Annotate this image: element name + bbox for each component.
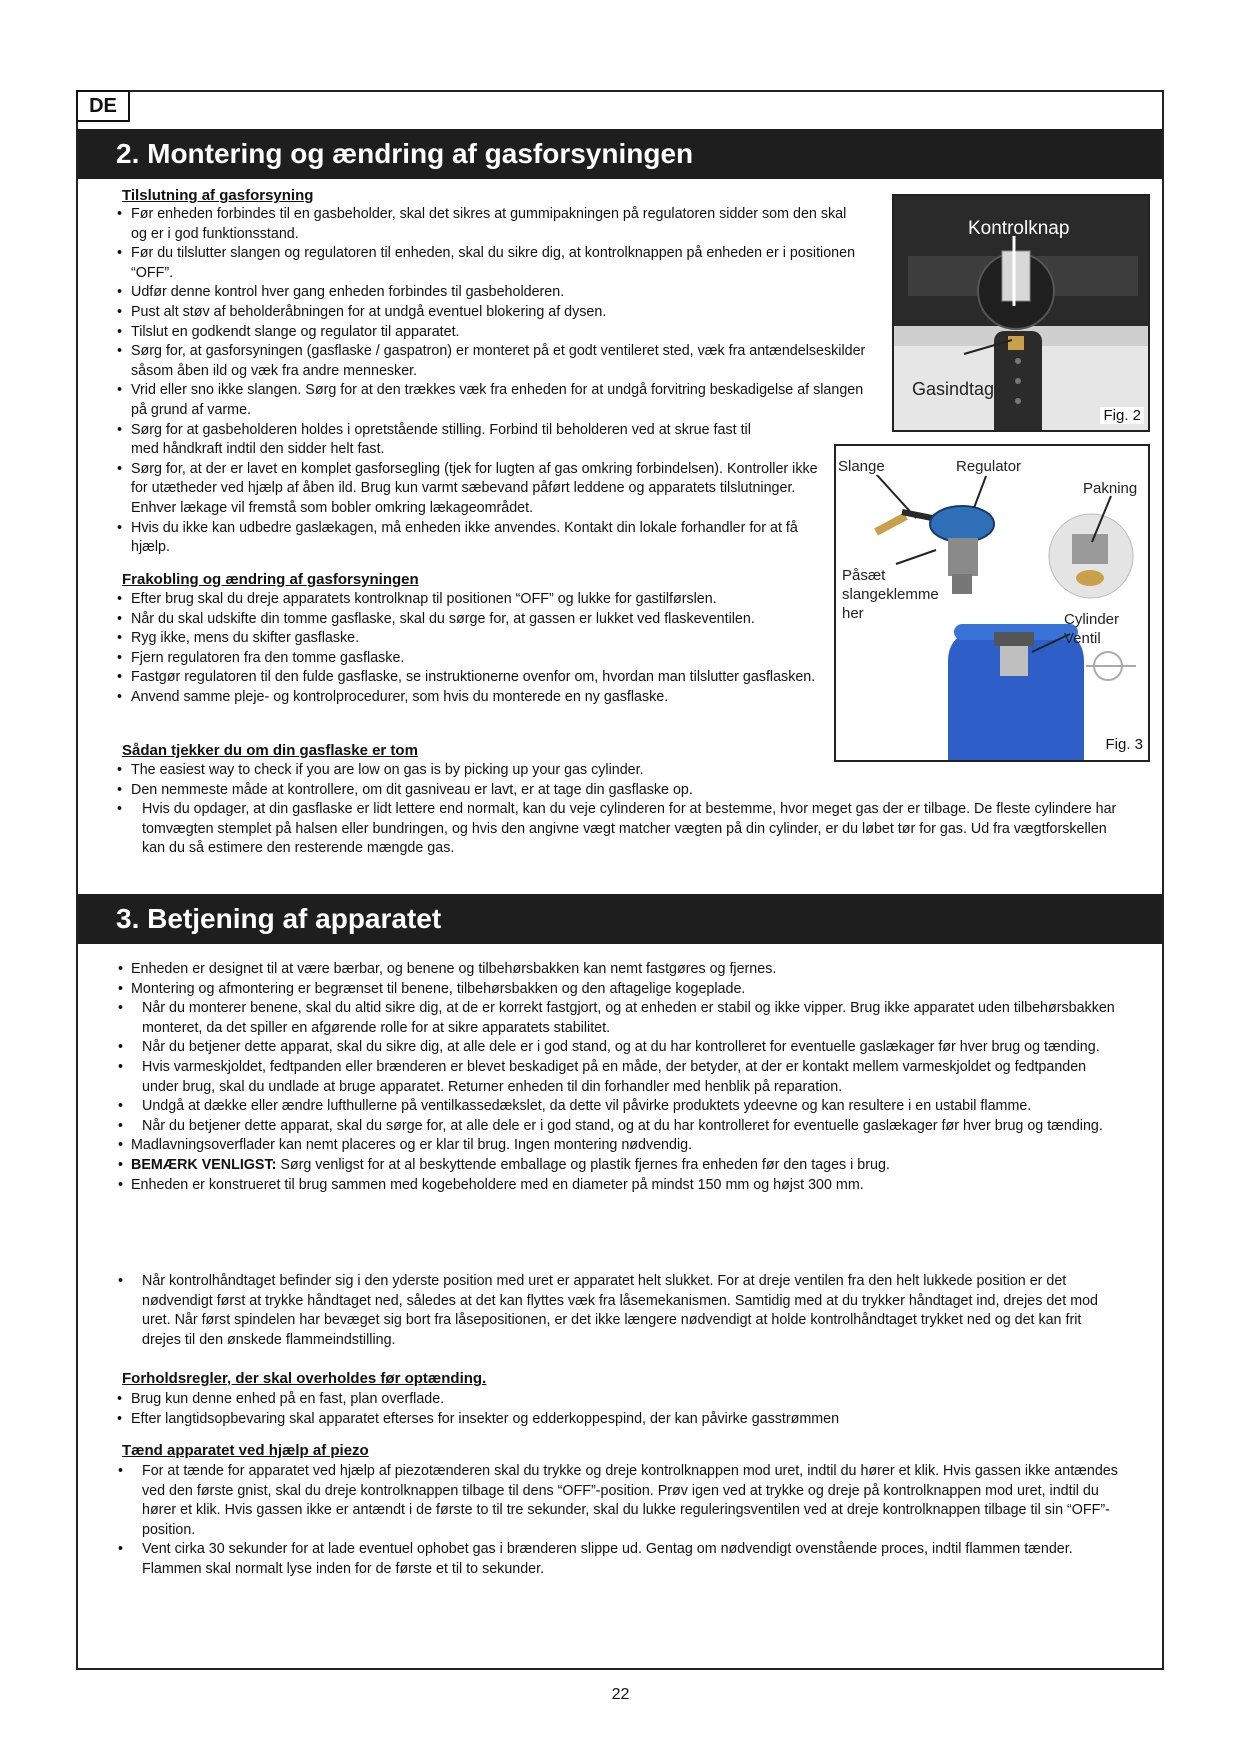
- list-item: • Montering og afmontering er begrænset til benene, tilbehørsbakken og den aftagelige kogeplade.: [114, 980, 1124, 1000]
- list-item: • Brug kun denne enhed på en fast, plan overflade.: [114, 1390, 1124, 1410]
- list-item: • Hvis du ikke kan udbedre gaslækagen, må enheden ikke anvendes. Kontakt din lokale forhandler for at få hjælp.: [114, 519, 831, 558]
- list-item-note: [114, 1156, 1124, 1176]
- list-item: • Når kontrolhåndtaget befinder sig i den yderste position med uret er apparatet helt slukket. For at dreje ventilen fra den helt lukkede position er det nødvendigt først at trykke håndtaget ned, således at det kan flyttes væk fra låsemekanismen. Samtidig med at du trykker håndtaget ind, drejes det mod uret. Når først spindelen har bevæget sig bort fra låsepositionen, er det ikke længere nødvendigt at holde kontrolhåndtaget trykket ned og det kan frit drejes til den ønskede flammeindstilling.: [114, 1272, 1124, 1350]
- list-item: • For at tænde for apparatet ved hjælp af piezotænderen skal du trykke og dreje kontrolknappen mod uret, indtil du hører et klik. Hvis gassen ikke antændes ved den første gnist, skal du dreje kontrolknappen tilbage til dens “OFF”-position. Prøv igen ved at trykke og dreje på kontrolknappen mod uret, indtil du hører et klik. Hvis gassen ikke er antændt i de første to til tre sekunder, skal du lukke reguleringsventilen ved at dreje kontrolknappen tilbage til sin “OFF”-position.: [114, 1462, 1124, 1540]
- list-item: • Når du betjener dette apparat, skal du sikre dig, at alle dele er i god stand, og at du har kontrolleret for eventuelle gaslækager før hver brug og tænding.: [114, 1038, 1124, 1058]
- list-item: • Ryg ikke, mens du skifter gasflaske.: [114, 629, 834, 649]
- operation-list: [114, 960, 1124, 1195]
- list-item: • Enheden er konstrueret til brug sammen med kogebeholdere med en diameter på mindst 150 mm og højst 300 mm.: [114, 1176, 1124, 1196]
- fig2-label-knob: Kontrolknap: [968, 218, 1070, 239]
- fig3-label-valve-line: Cylinder: [1064, 611, 1120, 628]
- fig3-label-hose: Slange: [838, 458, 885, 475]
- list-item: • Pust alt støv af beholderåbningen for at undgå eventuel blokering af dysen.: [114, 303, 866, 323]
- list-item: • Sørg for, at gasforsyningen (gasflaske / gaspatron) er monteret på et godt ventileret sted, væk fra antændelseskilder såsom åben ild og væk fra andre mennesker.: [114, 342, 866, 381]
- list-item: • Når du monterer benene, skal du altid sikre dig, at de er korrekt fastgjort, og at enheden er stabil og ikke vipper. Brug ikke apparatet uden tilbehørsbakken monteret, da det spiller en afgørende rolle for at sikre apparatets stabilitet.: [114, 999, 1124, 1038]
- section-2-title: 2. Montering og ændring af gasforsyningen: [78, 129, 1162, 179]
- fig3-label-clamp-line: Påsæt: [842, 567, 886, 584]
- list-item: • Før enheden forbindes til en gasbeholder, skal det sikres at gummipakningen på regulatoren sidder som den skal og er i god funktionsstand.: [114, 205, 866, 244]
- figure-3: [834, 444, 1150, 762]
- list-item: • Hvis du opdager, at din gasflaske er lidt lettere end normalt, kan du veje cylinderen for at bestemme, hvor meget gas der er tilbage. De fleste cylindere har tomvægten stemplet på halsen eller bundringen, og hvis den angivne vægt matcher vægten på din cylinder, er du løbet tør for gas. Ud fra vægtforskellen kan du så estimere den resterende mængde gas.: [114, 800, 1124, 859]
- list-item: • Fastgør regulatoren til den fulde gasflaske, se instruktionerne ovenfor om, hvordan man tilslutter gasflasken.: [114, 668, 834, 688]
- connect-list: [114, 205, 866, 558]
- fig2-caption: Fig. 2: [1100, 407, 1144, 424]
- list-item: • Vrid eller sno ikke slangen. Sørg for at den trækkes væk fra enheden for at undgå forvitring beskadigelse af slangen på grund af varme.: [114, 381, 866, 420]
- list-item: • Madlavningsoverflader kan nemt placeres og er klar til brug. Ingen montering nødvendig.: [114, 1136, 1124, 1156]
- check-list: [114, 761, 1124, 859]
- page-number: 22: [611, 1686, 630, 1703]
- list-item: • Den nemmeste måde at kontrollere, om dit gasniveau er lavt, er at tage din gasflaske op.: [114, 781, 831, 801]
- list-item: • Sørg for at gasbeholderen holdes i opretstående stilling. Forbind til beholderen ved at skrue fast til med håndkraft indtil den sidder helt fast.: [114, 421, 781, 460]
- list-item: • Tilslut en godkendt slange og regulator til apparatet.: [114, 323, 866, 343]
- list-item: • Fjern regulatoren fra den tomme gasflaske.: [114, 649, 834, 669]
- fig3-label-clamp-line: slangeklemme: [842, 586, 939, 603]
- fig2-label-inlet: Gasindtag: [912, 379, 995, 399]
- section-3-title: 3. Betjening af apparatet: [78, 894, 1162, 944]
- note-text: Sørg venligst for at al beskyttende emballage og plastik fjernes fra enheden før den tages i brug.: [276, 1156, 890, 1173]
- list-item: • Udfør denne kontrol hver gang enheden forbindes til gasbeholderen.: [114, 283, 866, 303]
- list-item: • The easiest way to check if you are low on gas is by picking up your gas cylinder.: [114, 761, 831, 781]
- list-item: • Sørg for, at der er lavet en komplet gasforsegling (tjek for lugten af gas omkring forbindelsen). Kontroller ikke for utætheder ved hjælp af åben ild. Brug kun varmt sæbevand påført leddene og apparatets tilslutninger. Enhver lækage vil fremstå som bobler omkring lækageområdet.: [114, 460, 831, 519]
- list-item: • Efter brug skal du dreje apparatets kontrolknap til positionen “OFF” og lukke for gastilførslen.: [114, 590, 834, 610]
- list-item: • Anvend samme pleje- og kontrolprocedurer, som hvis du monterede en ny gasflaske.: [114, 688, 834, 708]
- figure-2: [892, 194, 1150, 432]
- fig3-label-clamp-line: her: [842, 605, 864, 622]
- piezo-heading: Tænd apparatet ved hjælp af piezo: [122, 1442, 369, 1459]
- disconnect-list: [114, 590, 834, 708]
- precautions-list: [114, 1390, 1124, 1429]
- piezo-list: [114, 1462, 1124, 1580]
- fig3-label-valve-line: Ventil: [1064, 630, 1101, 647]
- list-item: • Enheden er designet til at være bærbar, og benene og tilbehørsbakken kan nemt fastgøres og fjernes.: [114, 960, 1124, 980]
- fig3-caption: Fig. 3: [1102, 736, 1146, 753]
- list-item: • Undgå at dække eller ændre lufthullerne på ventilkassedækslet, da dette vil påvirke produktets ydeevne og kan resultere i en ustabil flamme.: [114, 1097, 1124, 1117]
- fig3-label-gasket: Pakning: [1083, 480, 1138, 497]
- list-item: • Når du skal udskifte din tomme gasflaske, skal du sørge for, at gassen er lukket ved flaskeventilen.: [114, 610, 834, 630]
- list-item: • Før du tilslutter slangen og regulatoren til enheden, skal du sikre dig, at kontrolknappen på enheden er i positionen “OFF”.: [114, 244, 866, 283]
- disconnect-heading: Frakobling og ændring af gasforsyningen: [122, 571, 419, 588]
- list-item: • Når du betjener dette apparat, skal du sørge for, at alle dele er i god stand, og at du har kontrolleret for eventuelle gaslækager før hver brug og tænding.: [114, 1117, 1124, 1137]
- list-item: • Hvis varmeskjoldet, fedtpanden eller brænderen er blevet beskadiget på en måde, der betyder, at der er kontakt mellem varmeskjoldet og fedtpanden under brug, skal du undlade at bruge apparatet. Returner enheden til din forhandler med henblik på reparation.: [114, 1058, 1124, 1097]
- list-item: • Efter langtidsopbevaring skal apparatet efterses for insekter og edderkoppespind, der kan påvirke gasstrømmen: [114, 1410, 1124, 1430]
- fig3-label-clamp: [842, 566, 939, 623]
- connect-heading: Tilslutning af gasforsyning: [122, 187, 314, 204]
- fig3-label-valve: [1064, 610, 1119, 648]
- language-tag: DE: [76, 90, 130, 122]
- precautions-heading: Forholdsregler, der skal overholdes før optænding.: [122, 1370, 487, 1387]
- list-item: • Vent cirka 30 sekunder for at lade eventuel ophobet gas i brænderen slippe ud. Gentag om nødvendigt ovenstående proces, indtil flammen tænder. Flammen skal normalt lyse inden for de første et til to sekunder.: [114, 1540, 1124, 1579]
- check-heading: Sådan tjekker du om din gasflaske er tom: [122, 742, 418, 759]
- note-label: BEMÆRK VENLIGST:: [131, 1156, 277, 1173]
- knob-list: [114, 1272, 1124, 1350]
- fig3-label-regulator: Regulator: [956, 458, 1022, 475]
